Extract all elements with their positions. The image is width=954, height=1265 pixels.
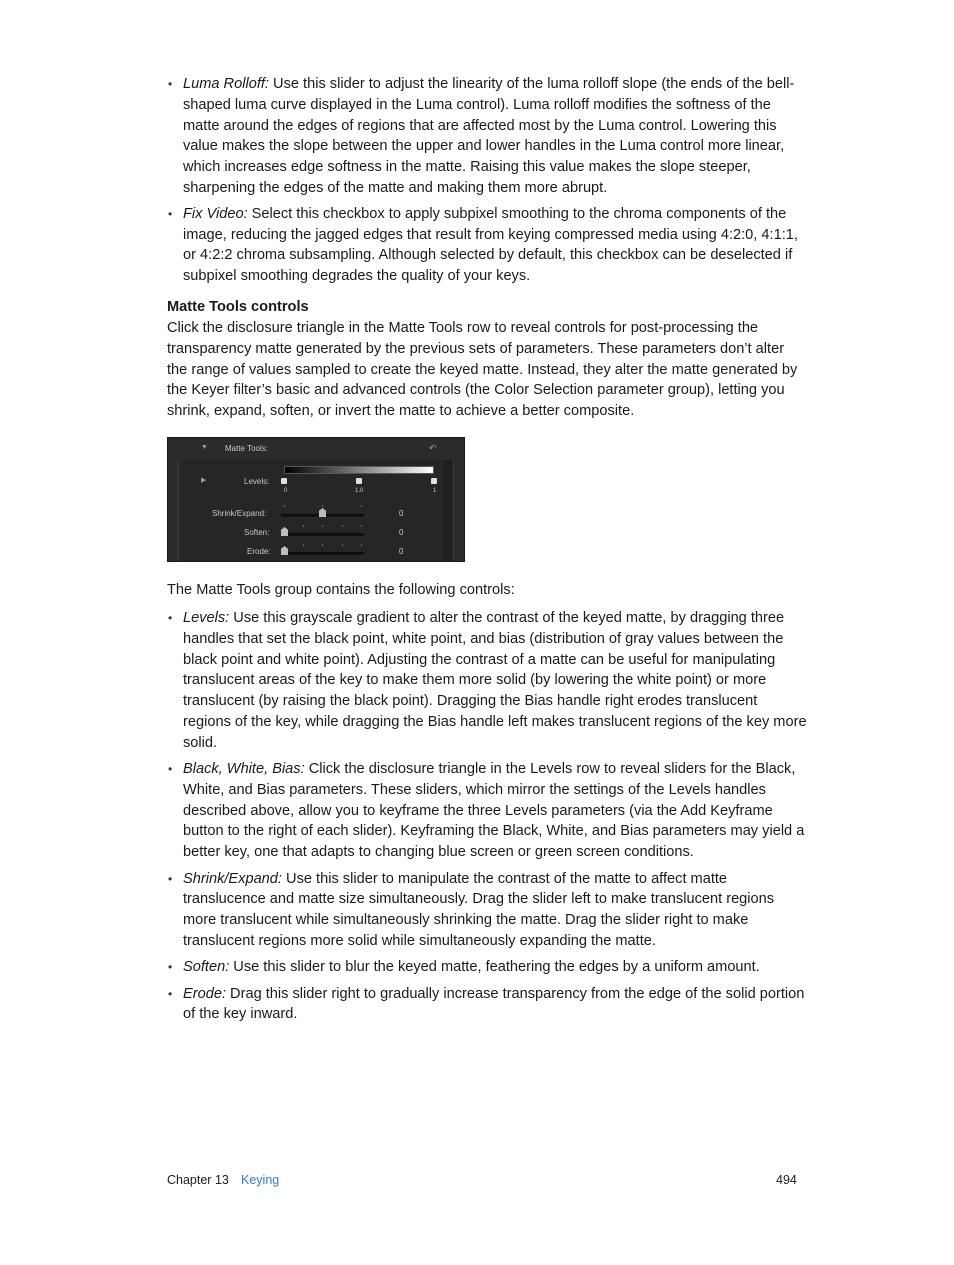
shrink-expand-value[interactable]: 0 (399, 509, 404, 518)
white-point-handle[interactable] (431, 478, 437, 484)
term-levels: Levels: (183, 610, 230, 626)
list-item (167, 759, 807, 863)
section-heading: Matte Tools controls (167, 299, 309, 315)
bullet-list-matte-tools (167, 608, 807, 1031)
description: Use this grayscale gradient to alter the contrast of the keyed matte, by dragging three handles that set the black point, white point, and bias (distribution of gray values between the black point and white point). Adjusting the contrast of a matte can be useful for manipulating translucent areas of the key to make them more solid (by lowering the white point) or more translucent (by raising the black point). Dragging the Bias handle right erodes translucent regions of the key, while dragging the Bias handle left makes translucent regions of the key more solid. (183, 610, 807, 751)
description: Use this slider to adjust the linearity of the luma rolloff slope (the ends of the bell-shaped luma curve displayed in the Luma control). Luma rolloff modifies the softness of the matte around the edges of regions that are affected most by the Luma control. Lowering this value makes the slope between the upper and lower handles in the Luma control more linear, which increases edge softness in the matte. Raising this value makes the slope steeper, sharpening the edges of the matte and making them more abrupt. (183, 76, 795, 196)
disclosure-triangle-down-icon[interactable]: ▼ (201, 444, 208, 451)
term-luma-rolloff: Luma Rolloff: (183, 76, 269, 92)
lead-paragraph: The Matte Tools group contains the following controls: (167, 582, 515, 598)
term-fix-video: Fix Video: (183, 205, 248, 222)
erode-slider-track[interactable] (281, 552, 364, 555)
list-item (167, 204, 807, 287)
list-item (167, 984, 807, 1026)
term-erode: Erode: (183, 985, 226, 1002)
slider-tick (303, 544, 304, 546)
slider-tick (361, 505, 362, 507)
description: Drag this slider right to gradually increase transparency from the edge of the solid portion of the key inward. (183, 985, 805, 1023)
bullet-list-keyer-controls (167, 74, 807, 292)
slider-tick (322, 544, 323, 546)
term-shrink-expand: Shrink/Expand: (183, 870, 282, 887)
scrollbar-track[interactable] (443, 460, 453, 561)
black-point-handle[interactable] (281, 478, 287, 484)
description: Use this slider to manipulate the contrast of the matte to affect matte translucence and matte size simultaneously. Drag the slider left to make translucent regions more translucent while simultaneously shrinking the matte. Drag the slider right to make translucent regions more solid while simultaneously expanding the matte. (183, 870, 775, 949)
slider-tick (361, 525, 362, 527)
soften-value[interactable]: 0 (399, 528, 404, 537)
list-item (167, 957, 807, 978)
soften-label: Soften: (244, 528, 270, 537)
levels-tick-bias: 1.0 (355, 488, 364, 494)
description: Use this slider to blur the keyed matte, feathering the edges by a uniform amount. (229, 959, 760, 976)
matte-tools-title: Matte Tools: (225, 444, 268, 453)
bias-handle[interactable] (356, 478, 362, 484)
disclosure-triangle-right-icon[interactable]: ▶ (201, 477, 207, 484)
footer-section-link[interactable]: Keying (241, 1173, 280, 1187)
slider-tick (284, 505, 285, 507)
term-black-white-bias: Black, White, Bias: (183, 761, 305, 778)
erode-value[interactable]: 0 (399, 547, 404, 556)
slider-tick (322, 525, 323, 527)
levels-tick-black: 0 (284, 488, 288, 494)
soften-slider-track[interactable] (281, 533, 364, 536)
section-intro: Click the disclosure triangle in the Matte Tools row to reveal controls for post-processing the transparency matte generated by the previous sets of parameters. These parameters don’t alter the range of values sampled to create the keyed matte. Instead, they alter the matte generated by the Keyer filter’s basic and advanced controls (the Color Selection parameter group), letting you shrink, expand, soften, or invert the matte to achieve a better composite. (167, 320, 798, 420)
description: Click the disclosure triangle in the Levels row to reveal sliders for the Black, White, and Bias parameters. These sliders, which mirror the settings of the Levels handles described above, allow you to keyframe the three Levels parameters (via the Add Keyframe button to the right of each slider). Keyframing the Black, White, and Bias parameters may yield a better key, one that adapts to changing blue screen or green screen conditions. (183, 761, 805, 861)
levels-tick-white: 1 (433, 488, 437, 494)
reset-arrow-icon[interactable]: ↶ (429, 443, 437, 453)
term-soften: Soften: (183, 959, 230, 976)
matte-tools-panel (167, 437, 465, 562)
description: Select this checkbox to apply subpixel smoothing to the chroma components of the image, reducing the jagged edges that result from keying compressed media using 4:2:0, 4:1:1, or 4:2:2 chroma subsampling. Although selected by default, this checkbox can be deselected if subpixel smoothing degrades the quality of your keys. (183, 205, 798, 285)
slider-tick (303, 525, 304, 527)
slider-tick (342, 525, 343, 527)
slider-tick (322, 505, 323, 507)
levels-label: Levels: (244, 477, 270, 486)
list-item (167, 74, 807, 199)
shrink-expand-label: Shrink/Expand: (212, 509, 267, 518)
footer-chapter: Chapter 13 (167, 1173, 229, 1187)
erode-label: Erode: (247, 547, 271, 556)
levels-gradient[interactable] (284, 466, 434, 474)
list-item (167, 608, 807, 754)
list-item (167, 869, 807, 952)
slider-tick (342, 544, 343, 546)
slider-tick (361, 544, 362, 546)
footer-page-number: 494 (776, 1173, 797, 1187)
